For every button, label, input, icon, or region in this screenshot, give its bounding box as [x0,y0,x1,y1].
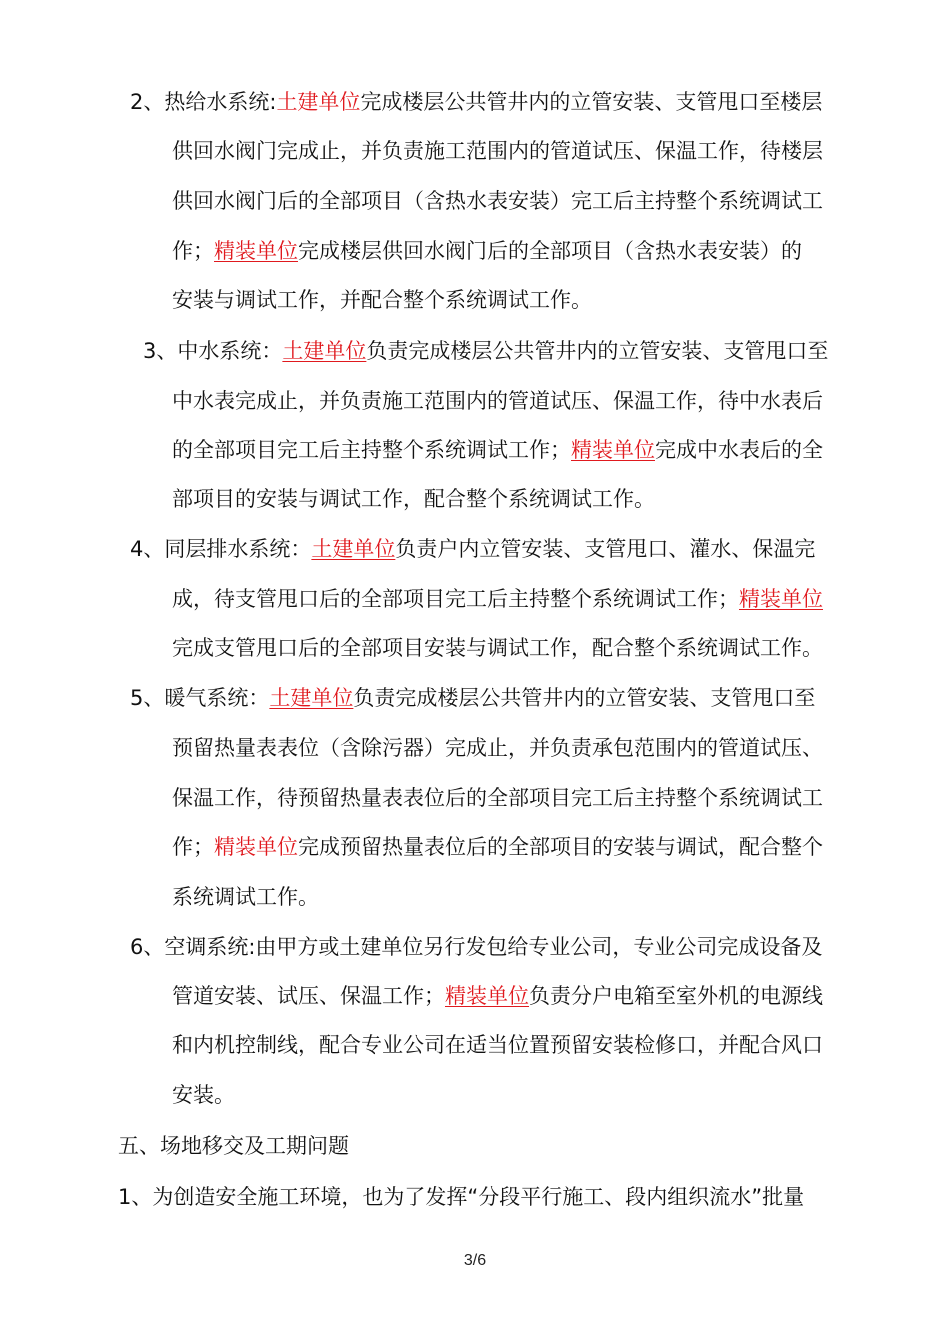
s3-line-4: 部项目的安装与调试工作，配合整个系统调试工作。 [172,487,655,511]
s6-line-2: 管道安装、试压、保温工作；精装单位负责分户电箱至室外机的电源线 [172,984,823,1008]
s3-line-3: 的全部项目完工后主持整个系统调试工作；精装单位完成中水表后的全 [172,438,823,462]
s5-line-5: 系统调试工作。 [172,885,319,909]
s5-line-1: 5、暖气系统：土建单位负责完成楼层公共管井内的立管安装、支管甩口至 [130,686,816,710]
s4-line-2: 成，待支管甩口后的全部项目完工后主持整个系统调试工作；精装单位 [172,587,823,611]
s2-civil-unit: 土建单位 [276,90,361,114]
s5-line-3: 保温工作，待预留热量表表位后的全部项目完工后主持整个系统调试工 [172,786,823,810]
s3-line-2: 中水表完成止，并负责施工范围内的管道试压、保温工作，待中水表后 [172,389,823,413]
s6-finishing-unit: 精装单位 [445,984,529,1008]
s4-line-3: 完成支管甩口后的全部项目安装与调试工作，配合整个系统调试工作。 [172,636,823,660]
s3-line-1: 3、中水系统：土建单位负责完成楼层公共管井内的立管安装、支管甩口至 [143,339,829,363]
s4-finishing-unit: 精装单位 [739,587,823,611]
s5-label: 5、暖气系统： [130,686,270,710]
section-heading-5: 五、场地移交及工期问题 [118,1134,349,1158]
s2-label: 2、热给水系统: [130,90,277,114]
s2-line-1 [130,87,822,117]
s5-civil-unit: 土建单位 [269,686,354,710]
s4-civil-unit: 土建单位 [311,537,396,561]
s5-finishing-unit: 精装单位 [214,835,298,859]
s5-line-4: 作；精装单位完成预留热量表位后的全部项目的安装与调试，配合整个 [172,835,823,859]
s2-line-3: 供回水阀门后的全部项目（含热水表安装）完工后主持整个系统调试工 [172,189,823,213]
page-number: 3/6 [463,1252,487,1269]
s3-label: 3、中水系统： [143,339,283,363]
s4-line-1: 4、同层排水系统：土建单位负责户内立管安装、支管甩口、灌水、保温完 [130,537,816,561]
s6-line-4: 安装。 [172,1083,235,1107]
s6-line-3: 和内机控制线，配合专业公司在适当位置预留安装检修口，并配合风口 [172,1033,823,1057]
s4-label: 4、同层排水系统： [130,537,312,561]
s3-civil-unit: 土建单位 [282,339,367,363]
s2-line-1-text: 完成楼层公共管井内的立管安装、支管甩口至楼层 [360,90,823,114]
s2-line-2: 供回水阀门完成止，并负责施工范围内的管道试压、保温工作，待楼层 [172,139,823,163]
s2-line-5: 安装与调试工作，并配合整个系统调试工作。 [172,288,592,312]
s6-line-1: 6、空调系统:由甲方或土建单位另行发包给专业公司，专业公司完成设备及 [130,935,823,959]
paragraph-1-line-1: 1、为创造安全施工环境，也为了发挥“分段平行施工、段内组织流水”批量 [118,1185,805,1209]
s2-line-4: 作；精装单位完成楼层供回水阀门后的全部项目（含热水表安装）的 [172,239,802,263]
s5-line-2: 预留热量表表位（含除污器）完成止，并负责承包范围内的管道试压、 [172,736,823,760]
s3-finishing-unit: 精装单位 [571,438,655,462]
s2-finishing-unit: 精装单位 [214,239,298,263]
